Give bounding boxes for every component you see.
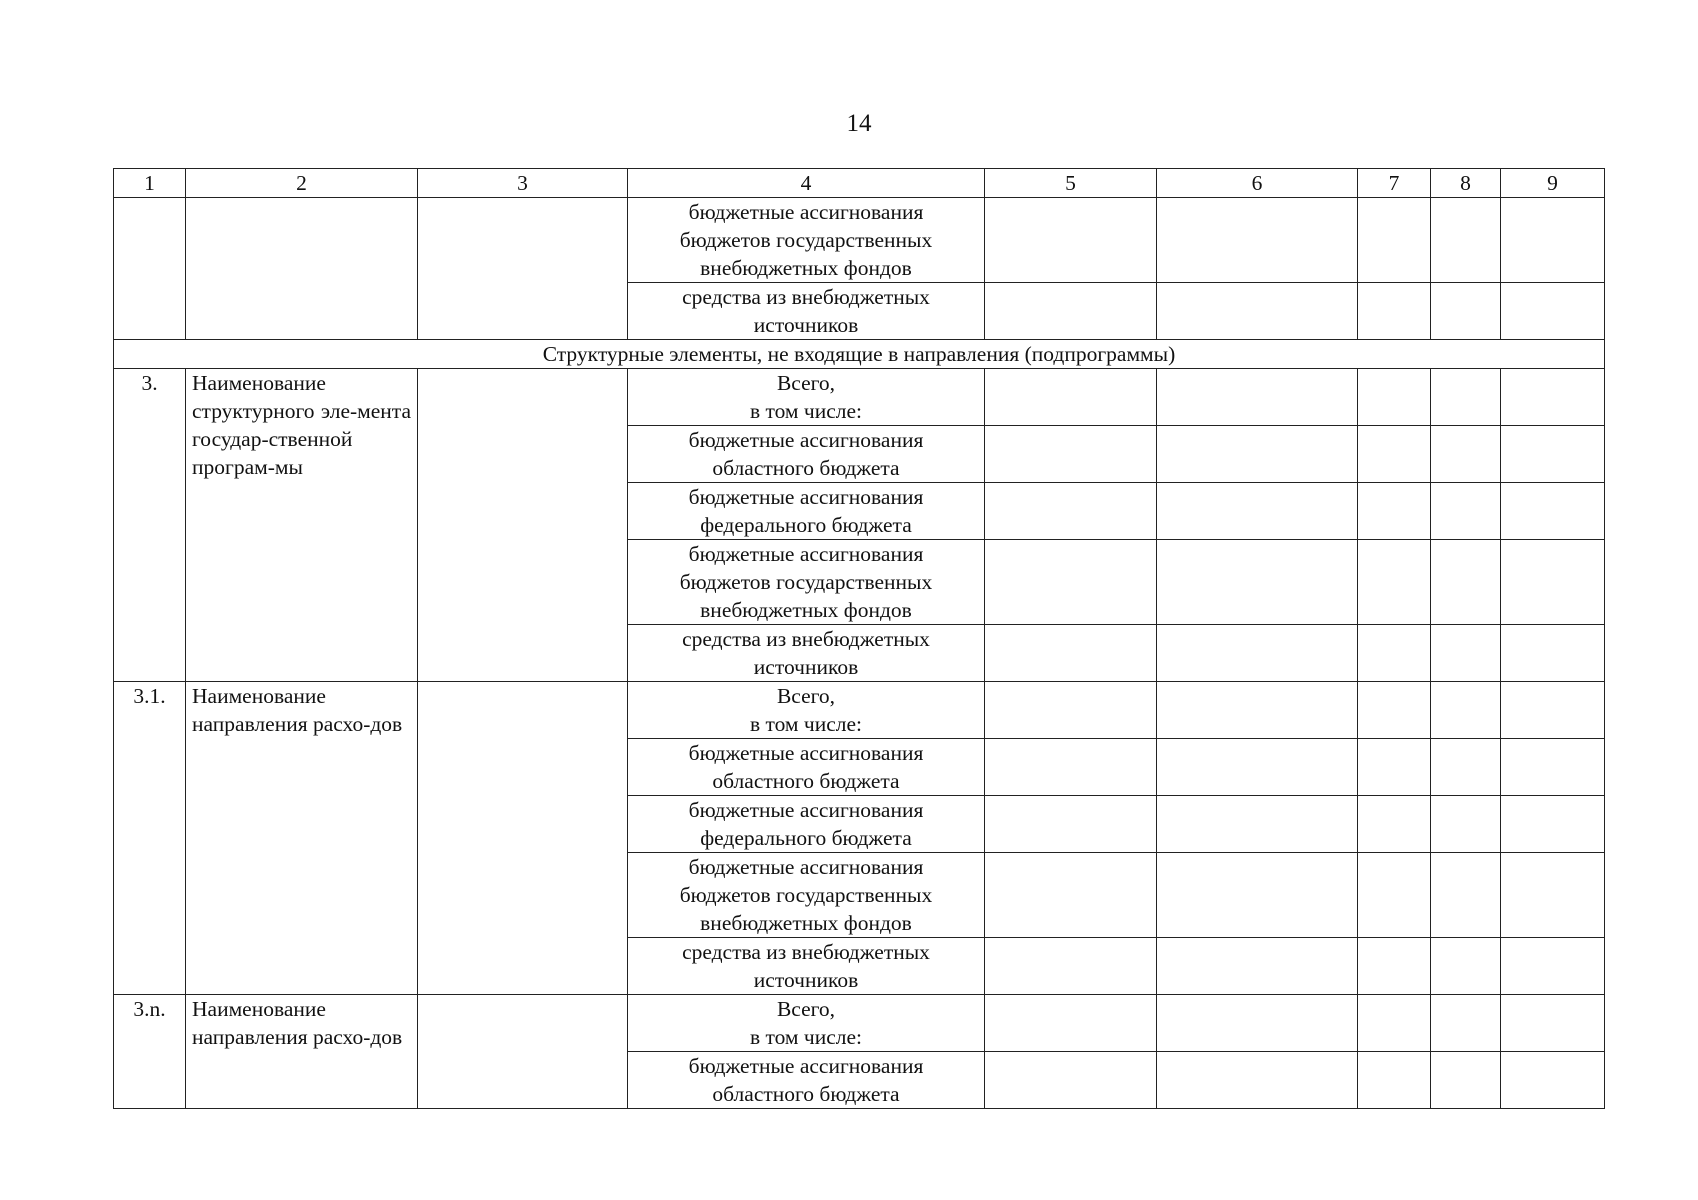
column-header: 6	[1157, 169, 1358, 198]
cell-empty	[1157, 198, 1358, 283]
cell-empty	[1431, 995, 1501, 1052]
cell-empty	[1431, 938, 1501, 995]
funding-source: бюджетные ассигнования областного бюджета	[628, 426, 985, 483]
funding-source: бюджетные ассигнования областного бюджета	[628, 1052, 985, 1109]
cell-empty	[985, 853, 1157, 938]
cell-empty	[1157, 483, 1358, 540]
cell-empty	[1358, 426, 1431, 483]
cell-empty	[418, 682, 628, 995]
cell-empty	[985, 540, 1157, 625]
cell-empty	[1501, 739, 1605, 796]
cell-empty	[985, 283, 1157, 340]
cell-empty	[1358, 540, 1431, 625]
page-number: 14	[846, 110, 872, 137]
cell-empty	[985, 739, 1157, 796]
cell-empty	[1431, 682, 1501, 739]
cell-empty	[1157, 853, 1358, 938]
cell-empty	[1501, 682, 1605, 739]
cell-empty	[1501, 426, 1605, 483]
cell-empty	[1157, 682, 1358, 739]
funding-source: бюджетные ассигнования бюджетов государственных внебюджетных фондов	[628, 540, 985, 625]
cell-empty	[1358, 796, 1431, 853]
cell-empty	[985, 426, 1157, 483]
cell-empty	[1501, 938, 1605, 995]
column-header: 3	[418, 169, 628, 198]
cell-empty	[1431, 739, 1501, 796]
cell-empty	[1501, 853, 1605, 938]
cell-empty	[1431, 369, 1501, 426]
column-header: 7	[1358, 169, 1431, 198]
row-number: 3.	[114, 369, 186, 682]
cell-empty	[1358, 1052, 1431, 1109]
column-header: 5	[985, 169, 1157, 198]
cell-empty	[1501, 483, 1605, 540]
row-number: 3.n.	[114, 995, 186, 1109]
column-header: 8	[1431, 169, 1501, 198]
cell-empty	[1501, 369, 1605, 426]
cell-empty	[1358, 198, 1431, 283]
cell-empty	[114, 198, 186, 340]
element-name: Наименование структурного эле-мента государ-ственной програм-мы	[186, 369, 418, 682]
cell-empty	[985, 369, 1157, 426]
cell-empty	[1157, 739, 1358, 796]
cell-empty	[1358, 369, 1431, 426]
funding-source: бюджетные ассигнования федерального бюджета	[628, 483, 985, 540]
funding-source: средства из внебюджетных источников	[628, 283, 985, 340]
funding-table	[113, 168, 1605, 1109]
cell-empty	[1157, 540, 1358, 625]
funding-source: бюджетные ассигнования областного бюджета	[628, 739, 985, 796]
row-number: 3.1.	[114, 682, 186, 995]
cell-empty	[418, 995, 628, 1109]
cell-empty	[985, 995, 1157, 1052]
table-row	[114, 995, 1605, 1052]
cell-empty	[1431, 483, 1501, 540]
cell-empty	[1358, 483, 1431, 540]
cell-empty	[1358, 853, 1431, 938]
cell-empty	[1358, 283, 1431, 340]
cell-empty	[1501, 995, 1605, 1052]
section-title: Структурные элементы, не входящие в направления (подпрограммы)	[114, 340, 1605, 369]
cell-empty	[1358, 682, 1431, 739]
cell-empty	[1431, 426, 1501, 483]
cell-empty	[418, 369, 628, 682]
cell-empty	[1501, 625, 1605, 682]
cell-empty	[1501, 796, 1605, 853]
section-row	[114, 340, 1605, 369]
cell-empty	[1358, 938, 1431, 995]
cell-empty	[1431, 853, 1501, 938]
funding-source: средства из внебюджетных источников	[628, 938, 985, 995]
cell-empty	[985, 938, 1157, 995]
cell-empty	[1358, 739, 1431, 796]
column-header: 1	[114, 169, 186, 198]
cell-empty	[1431, 625, 1501, 682]
cell-empty	[1501, 540, 1605, 625]
table-row	[114, 682, 1605, 739]
cell-empty	[985, 625, 1157, 682]
cell-empty	[186, 198, 418, 340]
column-header: 9	[1501, 169, 1605, 198]
table-row	[114, 369, 1605, 426]
cell-empty	[1431, 1052, 1501, 1109]
cell-empty	[1431, 283, 1501, 340]
cell-empty	[1157, 1052, 1358, 1109]
cell-empty	[985, 483, 1157, 540]
funding-source: бюджетные ассигнования федерального бюджета	[628, 796, 985, 853]
element-name: Наименование направления расхо-дов	[186, 995, 418, 1109]
cell-empty	[1157, 625, 1358, 682]
cell-empty	[1501, 283, 1605, 340]
cell-empty	[985, 1052, 1157, 1109]
cell-empty	[1157, 796, 1358, 853]
funding-source: бюджетные ассигнования бюджетов государственных внебюджетных фондов	[628, 853, 985, 938]
column-numbers-row	[114, 169, 1605, 198]
cell-empty	[985, 682, 1157, 739]
column-header: 4	[628, 169, 985, 198]
cell-empty	[1157, 283, 1358, 340]
funding-source: бюджетные ассигнования бюджетов государственных внебюджетных фондов	[628, 198, 985, 283]
cell-empty	[1157, 938, 1358, 995]
element-name: Наименование направления расхо-дов	[186, 682, 418, 995]
cell-empty	[1157, 369, 1358, 426]
cell-empty	[1157, 995, 1358, 1052]
funding-source: Всего, в том числе:	[628, 682, 985, 739]
cell-empty	[1431, 796, 1501, 853]
funding-source: средства из внебюджетных источников	[628, 625, 985, 682]
funding-source: Всего, в том числе:	[628, 995, 985, 1052]
cell-empty	[1358, 995, 1431, 1052]
cell-empty	[985, 198, 1157, 283]
cell-empty	[985, 796, 1157, 853]
cell-empty	[1501, 198, 1605, 283]
cell-empty	[1431, 540, 1501, 625]
funding-source: Всего, в том числе:	[628, 369, 985, 426]
cell-empty	[1358, 625, 1431, 682]
cell-empty	[1157, 426, 1358, 483]
column-header: 2	[186, 169, 418, 198]
cell-empty	[1431, 198, 1501, 283]
cell-empty	[418, 198, 628, 340]
table-row	[114, 198, 1605, 283]
cell-empty	[1501, 1052, 1605, 1109]
